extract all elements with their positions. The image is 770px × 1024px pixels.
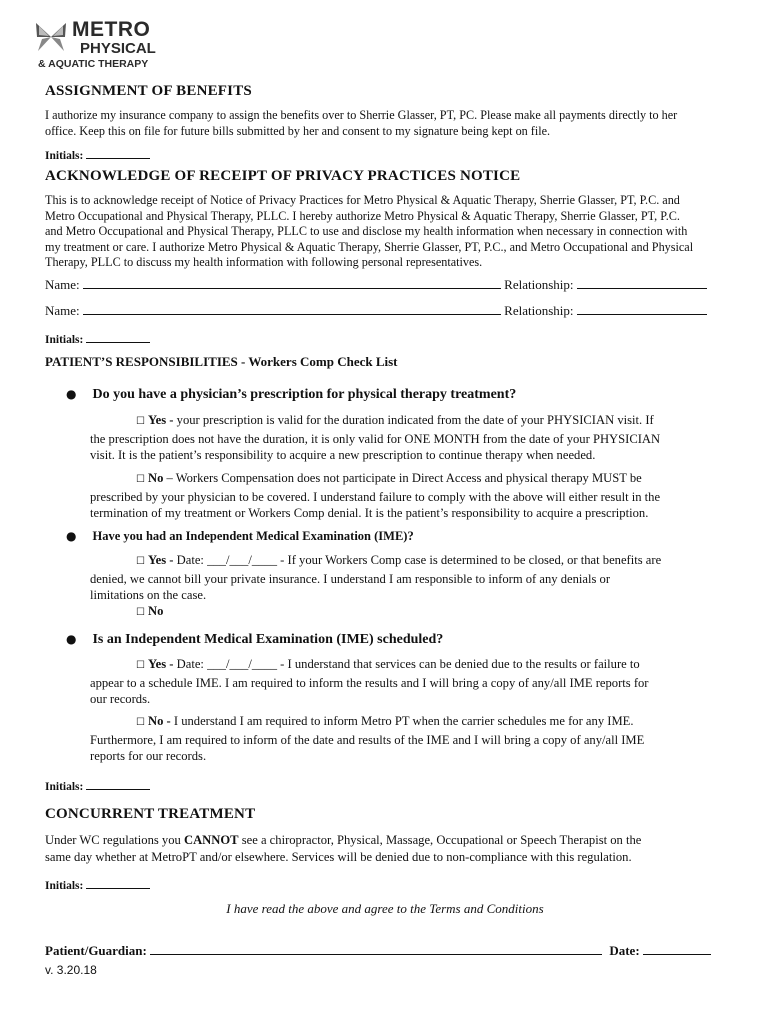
assignment-line: I authorize my insurance company to assign the benefits over to Sherrie Glasser, PT, PC. Please make all payments directly to her bbox=[45, 108, 678, 122]
option-text: your prescription is valid for the duration indicated from the date of your PHYSICIAN visit. If bbox=[173, 413, 654, 427]
date-field[interactable] bbox=[643, 942, 711, 955]
question-1 bbox=[66, 385, 516, 403]
assignment-line: office. Keep this on file for future bills submitted by her and consent to my signature being kept on file. bbox=[45, 123, 551, 138]
logo-text-physical: PHYSICAL bbox=[80, 40, 156, 57]
name-label: Name: bbox=[45, 303, 80, 318]
question-2 bbox=[66, 527, 414, 545]
privacy-line: my treatment or care. I authorize Metro Physical & Aquatic Therapy, Sherrie Glasser, PT, P.C., and Metro Occupational and Physical bbox=[45, 239, 694, 254]
privacy-line: and Metro Occupational and Physical Therapy, PLLC to use and disclose my health information when necessary in connection with bbox=[45, 224, 688, 238]
option-text: prescribed by your physician to be covered. I understand failure to comply with the above will either result in the bbox=[90, 489, 661, 504]
option-text: appear to a schedule IME. I am required to inform the results and I will bring a copy of any/all IME reports for bbox=[90, 675, 649, 690]
yes-checkbox-icon[interactable]: ☐ bbox=[136, 416, 145, 427]
name-label: Name: bbox=[45, 277, 80, 292]
question-2-text: Have you had an Independent Medical Examination (IME)? bbox=[92, 529, 414, 543]
no-label: No - bbox=[147, 714, 171, 728]
responsibilities-initials bbox=[45, 777, 150, 793]
privacy-title: ACKNOWLEDGE OF RECEIPT OF PRIVACY PRACTICES NOTICE bbox=[45, 168, 521, 184]
privacy-initials bbox=[45, 330, 150, 346]
logo-text-metro: METRO bbox=[72, 18, 151, 41]
patient-guardian-label: Patient/Guardian: bbox=[45, 943, 147, 958]
question-2-yes-option bbox=[90, 552, 740, 604]
initials-field[interactable] bbox=[86, 146, 150, 159]
text-run: see a chiropractor, Physical, Massage, Occupational or Speech Therapist on the bbox=[238, 833, 642, 847]
privacy-line: Metro Occupational and Physical Therapy, PLLC. I hereby authorize Metro Physical & Aquatic Therapy, Sherrie Glasser, PT, P.C. bbox=[45, 208, 680, 223]
concurrent-line: same day whether at MetroPT and/or elsewhere. Services will be denied due to non-compliance with this regulation. bbox=[45, 850, 632, 864]
name-field-2[interactable] bbox=[83, 302, 501, 315]
initials-field[interactable] bbox=[86, 876, 150, 889]
initials-label: Initials: bbox=[45, 880, 84, 892]
concurrent-text bbox=[45, 832, 755, 866]
text-run: Under WC regulations you bbox=[45, 833, 184, 847]
initials-field[interactable] bbox=[86, 330, 150, 343]
relationship-field-2[interactable] bbox=[577, 302, 707, 315]
signature-row bbox=[45, 942, 711, 959]
question-3-no-option bbox=[90, 713, 740, 765]
question-1-text: Do you have a physician’s prescription for physical therapy treatment? bbox=[92, 387, 517, 402]
representative-row-2 bbox=[45, 302, 707, 319]
initials-label: Initials: bbox=[45, 150, 84, 162]
initials-label: Initials: bbox=[45, 334, 84, 346]
yes-label: Yes - bbox=[147, 413, 174, 427]
agreement-statement: I have read the above and agree to the Terms and Conditions bbox=[226, 901, 544, 916]
date-label: Date: bbox=[609, 943, 640, 958]
relationship-label: Relationship: bbox=[504, 303, 574, 318]
option-text: termination of my treatment or Workers Comp denial. It is the patient’s responsibility to acquire a prescription. bbox=[90, 506, 649, 520]
option-text: – Workers Compensation does not participate in Direct Access and physical therapy MUST be bbox=[163, 471, 642, 485]
bullet-icon: ● bbox=[66, 632, 77, 646]
option-text: denied, we cannot bill your private insurance. I understand I am responsible to inform of any denials or bbox=[90, 571, 611, 586]
no-checkbox-icon[interactable]: ☐ bbox=[136, 717, 145, 728]
concurrent-line bbox=[45, 832, 755, 849]
option-text: Furthermore, I am required to inform of the date and results of the IME and I will bring a copy of any/all IME bbox=[90, 732, 645, 747]
option-text: the prescription does not have the duration, it is only valid for ONE MONTH from the date of your PHYSICIAN bbox=[90, 431, 661, 446]
patient-signature-field[interactable] bbox=[150, 942, 602, 955]
privacy-text bbox=[45, 193, 755, 271]
company-logo bbox=[34, 18, 184, 74]
question-3 bbox=[66, 630, 443, 648]
representative-row-1 bbox=[45, 276, 707, 293]
bullet-icon: ● bbox=[66, 387, 77, 401]
no-label: No bbox=[147, 604, 164, 618]
initials-label: Initials: bbox=[45, 781, 84, 793]
question-3-text: Is an Independent Medical Examination (IME) scheduled? bbox=[92, 632, 444, 647]
no-checkbox-icon[interactable]: ☐ bbox=[136, 607, 145, 618]
yes-checkbox-icon[interactable]: ☐ bbox=[136, 660, 145, 671]
no-label: No bbox=[147, 471, 164, 485]
responsibilities-title: PATIENT’S RESPONSIBILITIES - Workers Comp Check List bbox=[45, 354, 398, 369]
privacy-line: This is to acknowledge receipt of Notice of Privacy Practices for Metro Physical & Aquatic Therapy, Sherrie Glasser, PT, P.C. and bbox=[45, 193, 680, 207]
yes-label: Yes - bbox=[147, 553, 174, 567]
yes-label: Yes - bbox=[147, 657, 174, 671]
option-text: our records. bbox=[90, 692, 151, 706]
concurrent-title: CONCURRENT TREATMENT bbox=[45, 806, 256, 822]
option-text: I understand I am required to inform Metro PT when the carrier schedules me for any IME. bbox=[170, 714, 634, 728]
question-3-yes-option bbox=[90, 656, 740, 708]
initials-field[interactable] bbox=[86, 777, 150, 790]
option-text: visit. It is the patient’s responsibility to acquire a new prescription to continue therapy when needed. bbox=[90, 448, 596, 462]
option-text: Date: ___/___/____ - I understand that services can be denied due to the results or failure to bbox=[173, 657, 640, 671]
relationship-label: Relationship: bbox=[504, 277, 574, 292]
privacy-line: Therapy, PLLC to discuss my health information with following personal representatives. bbox=[45, 255, 483, 269]
version-label: v. 3.20.18 bbox=[45, 963, 97, 977]
cannot-emphasis: CANNOT bbox=[183, 833, 239, 847]
assignment-text bbox=[45, 108, 745, 139]
assignment-title: ASSIGNMENT OF BENEFITS bbox=[45, 83, 252, 99]
question-2-no-option bbox=[136, 604, 163, 621]
option-text: limitations on the case. bbox=[90, 588, 207, 602]
logo-text-aquatic: & AQUATIC THERAPY bbox=[38, 58, 149, 70]
bullet-icon: ● bbox=[66, 529, 77, 543]
question-1-no-option bbox=[90, 470, 740, 522]
assignment-initials bbox=[45, 146, 150, 162]
no-checkbox-icon[interactable]: ☐ bbox=[136, 474, 145, 485]
option-text: reports for our records. bbox=[90, 749, 207, 763]
option-text: Date: ___/___/____ - If your Workers Comp case is determined to be closed, or that benefits are bbox=[173, 553, 662, 567]
concurrent-initials bbox=[45, 876, 150, 892]
name-field-1[interactable] bbox=[83, 276, 501, 289]
butterfly-logo-icon bbox=[34, 20, 68, 54]
question-1-yes-option bbox=[90, 412, 740, 464]
yes-checkbox-icon[interactable]: ☐ bbox=[136, 556, 145, 567]
relationship-field-1[interactable] bbox=[577, 276, 707, 289]
